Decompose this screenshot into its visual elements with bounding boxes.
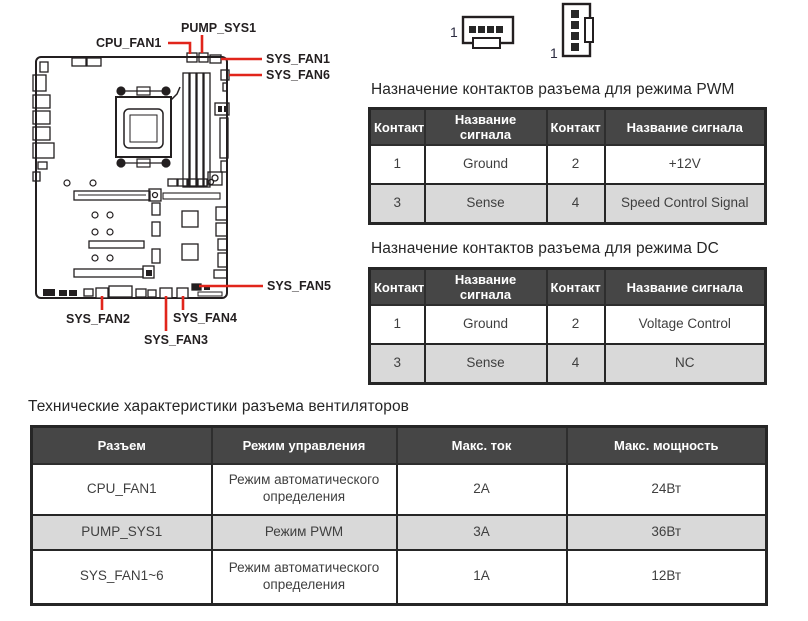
column-header: Название сигнала xyxy=(425,269,547,306)
fan-spec-table xyxy=(30,425,768,606)
sys-fan4-label: SYS_FAN4 xyxy=(173,311,237,325)
table-cell: 1A xyxy=(397,550,567,605)
table-cell: Sense xyxy=(425,184,547,223)
table-cell: 12Вт xyxy=(567,550,767,605)
table-row xyxy=(32,515,767,550)
column-header: Контакт xyxy=(547,269,605,306)
pwm-section-title: Назначение контактов разъема для режима PWM xyxy=(371,81,735,98)
table-cell: 3 xyxy=(370,344,425,383)
horizontal-fan-connector-icon xyxy=(450,17,513,48)
table-row xyxy=(370,305,766,344)
table-cell: 36Вт xyxy=(567,515,767,550)
table-header-row xyxy=(32,427,767,464)
vertical-fan-connector-icon xyxy=(550,4,593,61)
column-header: Макс. ток xyxy=(397,427,567,464)
pin1-marker: 1 xyxy=(450,24,458,40)
m2-slot xyxy=(74,189,220,201)
fan-connector-icons xyxy=(440,0,605,68)
table-cell: Режим PWM xyxy=(212,515,397,550)
chipset-2 xyxy=(182,244,198,260)
table-cell: 4 xyxy=(547,184,605,223)
table-cell: 1 xyxy=(370,305,425,344)
table-cell: 24Вт xyxy=(567,464,767,515)
sys-fan5-label: SYS_FAN5 xyxy=(267,279,331,293)
column-header: Контакт xyxy=(370,269,425,306)
sys-fan2-label: SYS_FAN2 xyxy=(66,312,130,326)
table-cell: 2 xyxy=(547,145,605,184)
pwm-pinout-table xyxy=(368,107,767,225)
sys-fan6-label: SYS_FAN6 xyxy=(266,68,330,82)
pcie-slot-2 xyxy=(74,269,143,277)
table-cell: Ground xyxy=(425,145,547,184)
table-header-row xyxy=(370,109,766,146)
table-row xyxy=(32,464,767,515)
table-cell: 2A xyxy=(397,464,567,515)
cpu-socket xyxy=(116,87,180,167)
table-row xyxy=(370,344,766,383)
table-cell: 2 xyxy=(547,305,605,344)
spec-section-title: Технические характеристики разъема вентиляторов xyxy=(28,398,410,415)
table-cell: 3 xyxy=(370,184,425,223)
board-outline xyxy=(36,57,227,298)
table-cell: SYS_FAN1~6 xyxy=(32,550,212,605)
board-components xyxy=(33,53,229,298)
sys-fan3-label: SYS_FAN3 xyxy=(144,333,208,347)
table-row xyxy=(370,184,766,223)
column-header: Макс. мощность xyxy=(567,427,767,464)
pump-sys1-label: PUMP_SYS1 xyxy=(181,21,257,35)
table-cell: Режим автоматического определения xyxy=(212,550,397,605)
table-cell: Voltage Control xyxy=(605,305,766,344)
table-cell: NC xyxy=(605,344,766,383)
motherboard-diagram xyxy=(0,0,370,360)
cpu-fan1-leader-line xyxy=(168,43,190,54)
table-cell: CPU_FAN1 xyxy=(32,464,212,515)
table-cell: 3A xyxy=(397,515,567,550)
table-cell: Sense xyxy=(425,344,547,383)
table-cell: Speed Control Signal xyxy=(605,184,766,223)
chipset-1 xyxy=(182,211,198,227)
table-cell: +12V xyxy=(605,145,766,184)
dimm-slots xyxy=(183,73,210,187)
column-header: Контакт xyxy=(547,109,605,146)
pcie-slot-1 xyxy=(89,241,144,248)
mounting-holes xyxy=(64,180,113,261)
column-header: Название сигнала xyxy=(425,109,547,146)
table-cell: Режим автоматического определения xyxy=(212,464,397,515)
table-cell: PUMP_SYS1 xyxy=(32,515,212,550)
table-header-row xyxy=(370,269,766,306)
column-header: Режим управления xyxy=(212,427,397,464)
pin1-marker: 1 xyxy=(550,45,558,61)
table-cell: 4 xyxy=(547,344,605,383)
dc-pinout-table xyxy=(368,267,767,385)
table-row xyxy=(32,550,767,605)
table-cell: 1 xyxy=(370,145,425,184)
column-header: Название сигнала xyxy=(605,269,766,306)
column-header: Разъем xyxy=(32,427,212,464)
table-cell: Ground xyxy=(425,305,547,344)
sys-fan1-label: SYS_FAN1 xyxy=(266,52,330,66)
table-row xyxy=(370,145,766,184)
dc-section-title: Назначение контактов разъема для режима DC xyxy=(371,240,719,257)
column-header: Контакт xyxy=(370,109,425,146)
column-header: Название сигнала xyxy=(605,109,766,146)
cpu-fan1-label: CPU_FAN1 xyxy=(96,36,162,50)
